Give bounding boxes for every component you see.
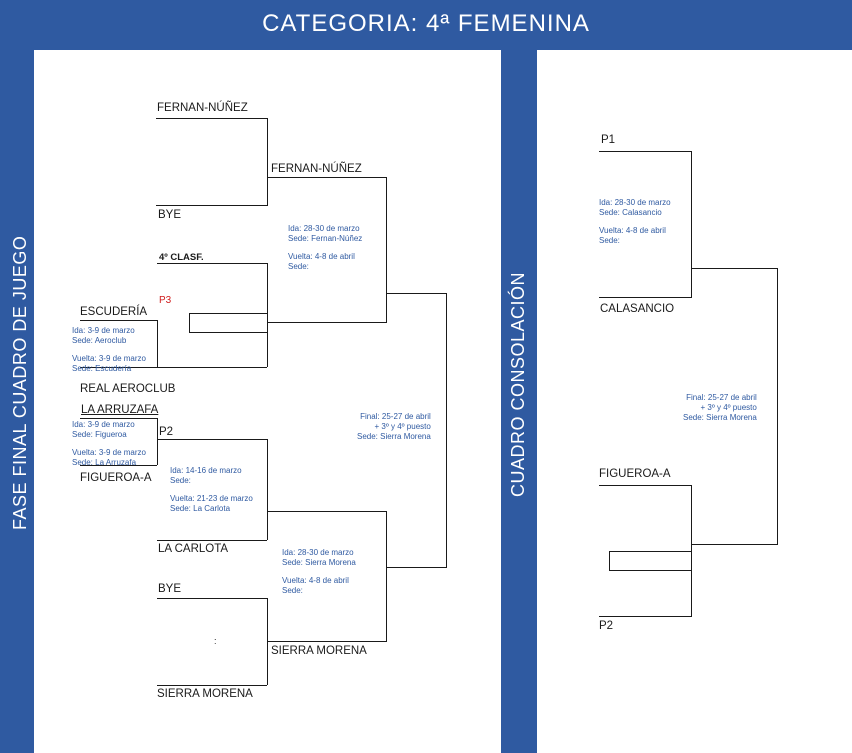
team-label: BYE (158, 583, 182, 595)
bracket-line (157, 320, 158, 367)
bracket-line (267, 439, 268, 540)
team-label: LA CARLOTA (158, 543, 229, 555)
bracket-line (157, 418, 158, 465)
placeholder-label: P3 (159, 295, 172, 306)
placeholder-label: P2 (159, 426, 174, 438)
bracket-line (386, 567, 447, 568)
match-info-consolation-final: Final: 25-27 de abril + 3º y 4º puesto Sede: Sierra Morena (683, 393, 757, 422)
bracket-line (599, 297, 692, 298)
team-label: FIGUEROA-A (80, 472, 152, 484)
bracket-line (386, 511, 387, 641)
bracket-line (599, 616, 692, 617)
team-label: FERNAN-NÚÑEZ (157, 102, 248, 114)
page-title: CATEGORIA: 4ª FEMENINA (262, 10, 590, 37)
bracket-line (691, 151, 692, 297)
team-label: ESCUDERÍA (80, 306, 148, 318)
bracket-line (157, 540, 267, 541)
placeholder-label: P2 (599, 620, 614, 632)
bracket-line (599, 151, 692, 152)
match-info-semi-top: Ida: 28-30 de marzo Sede: Fernan-Núñez Vuelta: 4-8 de abril Sede: (288, 224, 363, 271)
team-label: FERNAN-NÚÑEZ (271, 163, 362, 175)
team-label: SIERRA MORENA (157, 688, 253, 700)
match-info-escuderia-aeroclub: Ida: 3-9 de marzo Sede: Aeroclub Vuelta: 3-9 de marzo Sede: Escudería (72, 326, 146, 373)
consolation-section-label: CUADRO CONSOLACIÓN (508, 271, 528, 497)
match-info-consolation-semi: Ida: 28-30 de marzo Sede: Calasancio Vuelta: 4-8 de abril Sede: (599, 198, 671, 245)
team-label: LA ARRUZAFA (81, 404, 159, 416)
result-box (609, 551, 692, 571)
bracket-line (777, 268, 778, 544)
bracket-line (691, 268, 778, 269)
bracket-line (267, 641, 387, 642)
bracket-line (267, 177, 387, 178)
bracket-line (386, 293, 447, 294)
match-info-p2-carlota: Ida: 14-16 de marzo Sede: Vuelta: 21-23 de marzo Sede: La Carlota (170, 466, 253, 513)
team-label: 4º CLASF. (159, 252, 204, 263)
match-info-arruzafa-figueroa: Ida: 3-9 de marzo Sede: Figueroa Vuelta: 3-9 de marzo Sede: La Arruzafa (72, 420, 146, 467)
bracket-line (599, 485, 692, 486)
bracket-line (691, 544, 778, 545)
match-info-final: Final: 25-27 de abril + 3º y 4º puesto Sede: Sierra Morena (357, 412, 431, 441)
team-label: CALASANCIO (600, 303, 675, 315)
bracket-line (157, 367, 267, 368)
team-label: FIGUEROA-A (599, 468, 671, 480)
placeholder-label: P1 (601, 134, 616, 146)
match-info-semi-bottom: Ida: 28-30 de marzo Sede: Sierra Morena Vuelta: 4-8 de abril Sede: (282, 548, 356, 595)
bracket-line (446, 293, 447, 567)
bracket-line (157, 598, 267, 599)
mark-label: : (214, 636, 217, 646)
bracket-line (267, 118, 268, 205)
team-label: BYE (158, 209, 182, 221)
bracket-line (157, 263, 267, 264)
main-section-label: FASE FINAL CUADRO DE JUEGO (10, 235, 30, 530)
bracket-line (267, 511, 387, 512)
bracket-line (80, 320, 157, 321)
bracket-line (156, 205, 268, 206)
bracket-line (157, 685, 267, 686)
bracket-line (80, 418, 157, 419)
bracket-line (267, 322, 387, 323)
result-box (189, 313, 268, 333)
bracket-line (386, 177, 387, 322)
bracket-line (157, 439, 267, 440)
team-label: SIERRA MORENA (271, 645, 367, 657)
bracket-line (156, 118, 268, 119)
team-label: REAL AEROCLUB (80, 383, 176, 395)
